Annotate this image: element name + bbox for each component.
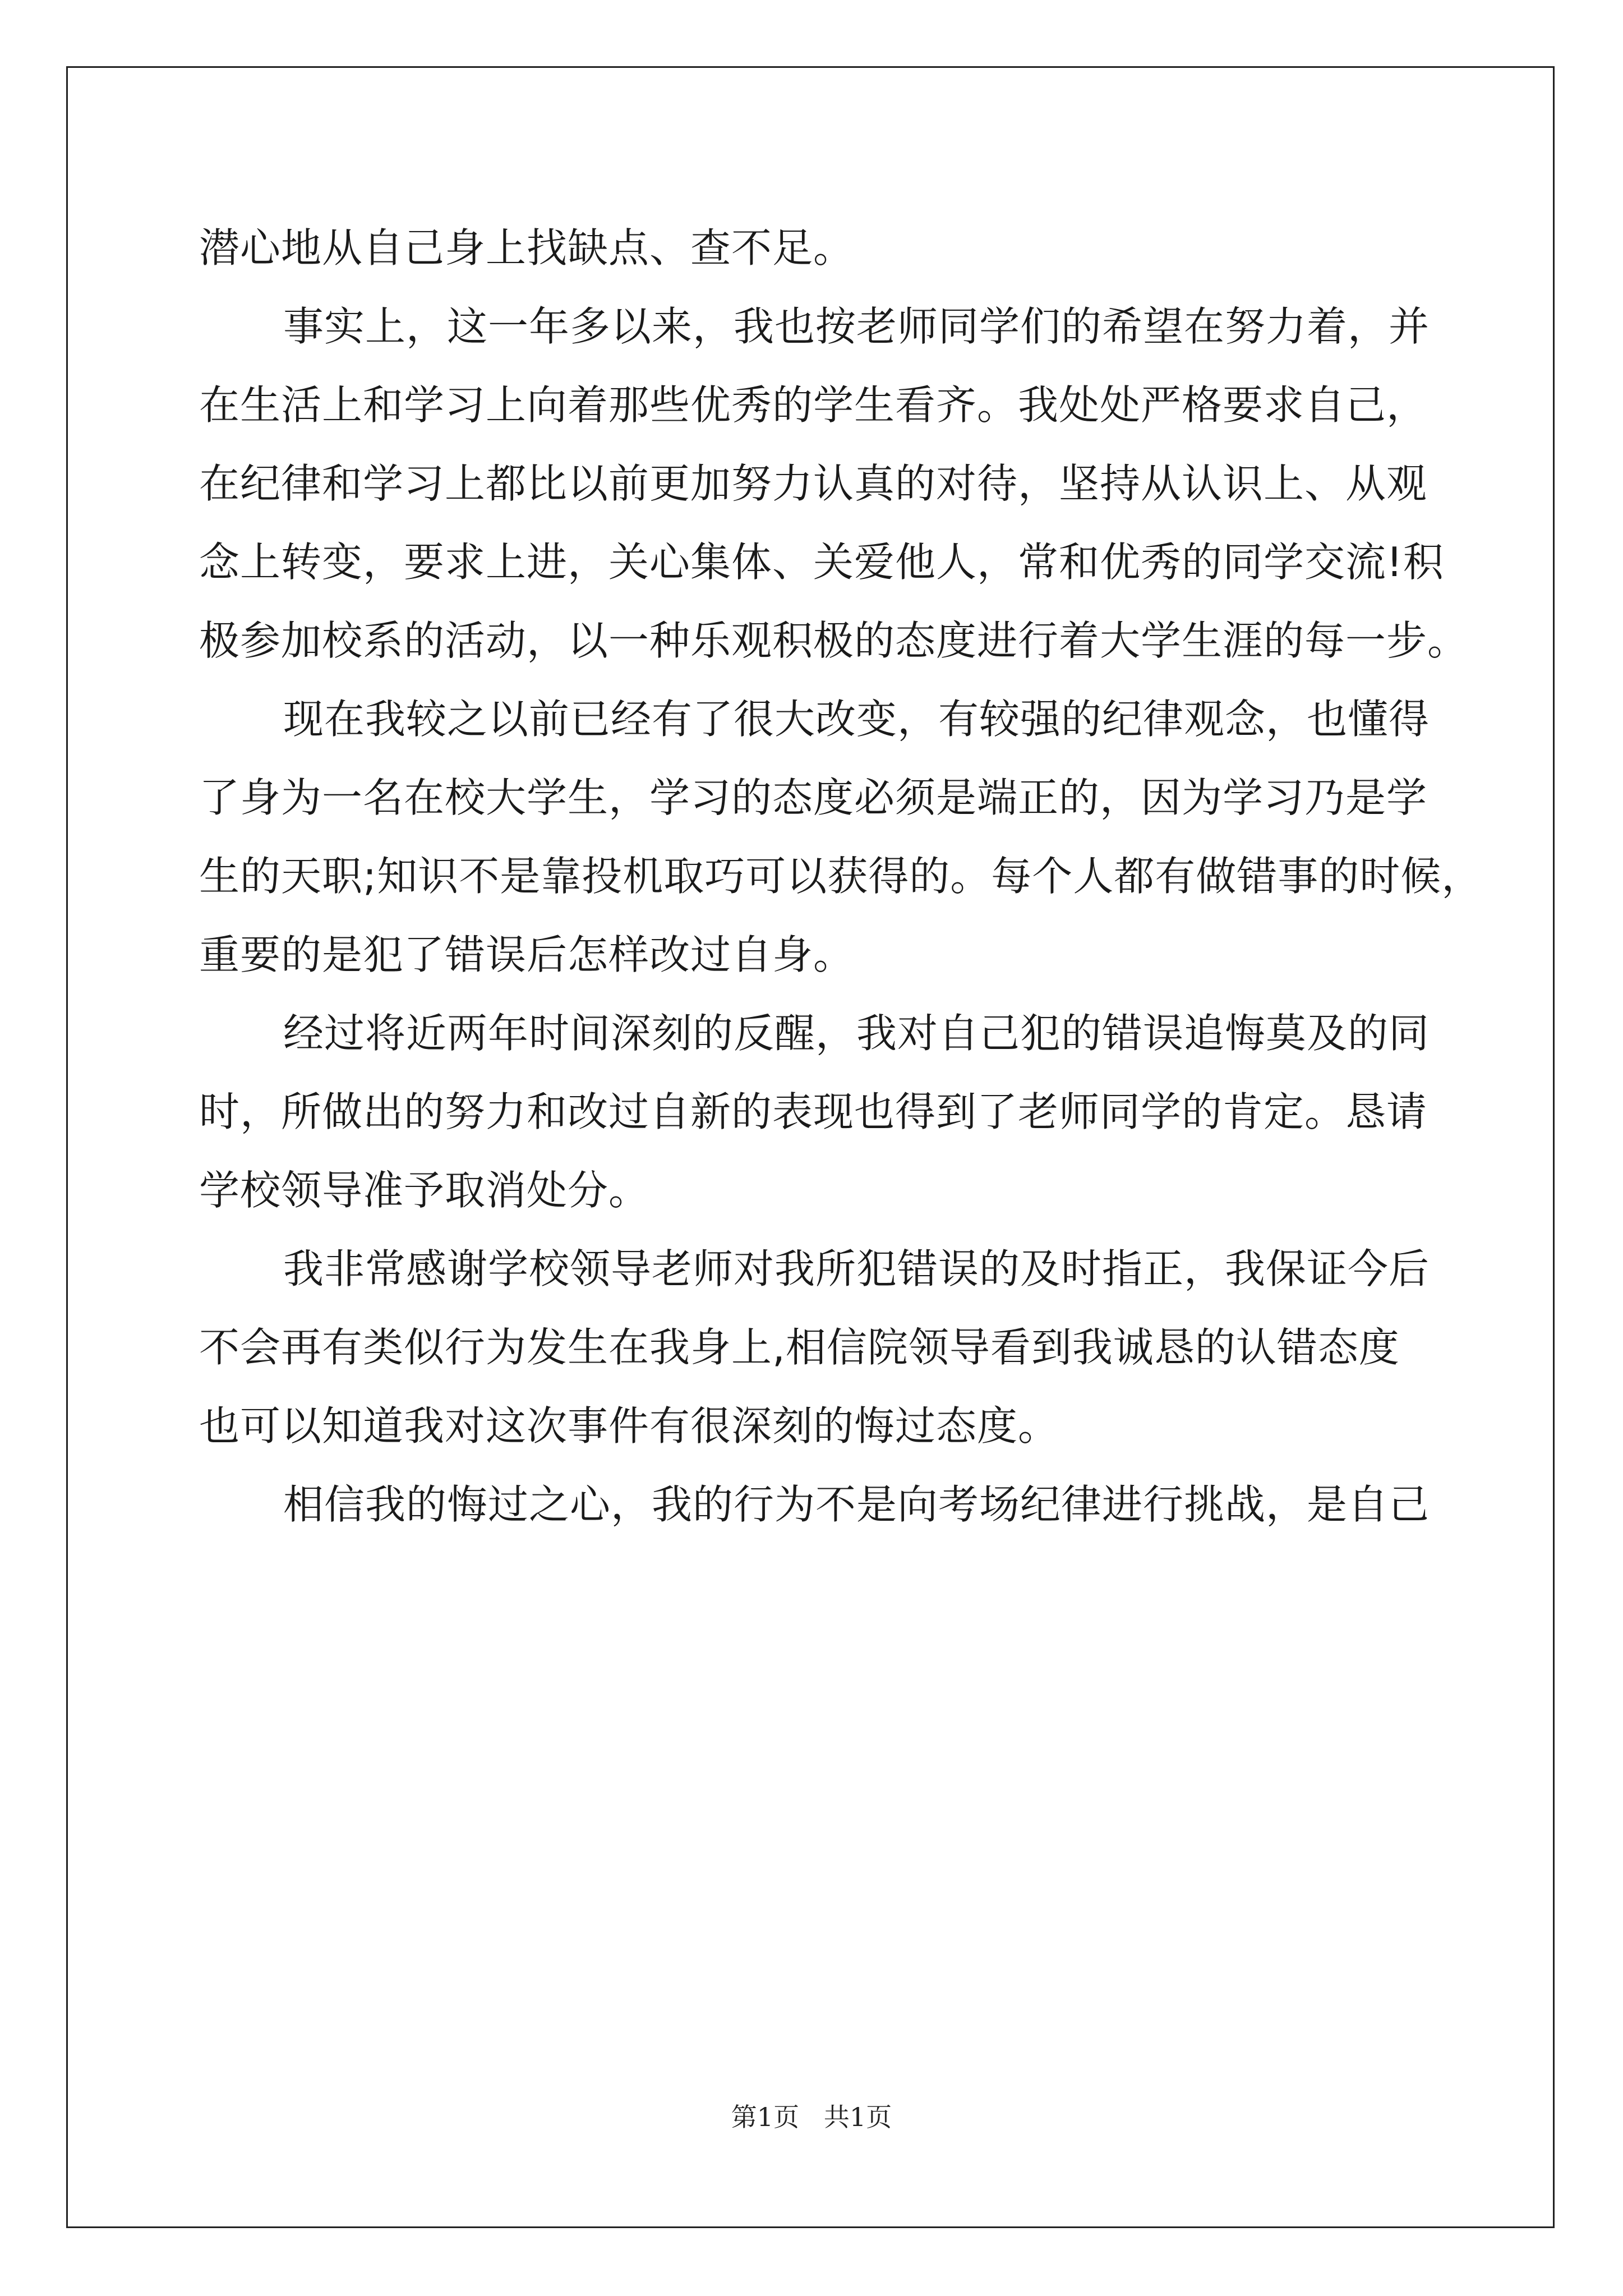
text-line: 念上转变，要求上进，关心集体、关爱他人，常和优秀的同学交流!积 (199, 539, 1444, 586)
text-line: 现在我较之以前已经有了很大改变，有较强的纪律观念，也懂得 (283, 696, 1430, 743)
text-line: 了身为一名在校大学生，学习的态度必须是端正的，因为学习乃是学 (199, 774, 1428, 821)
text-line: 在生活上和学习上向着那些优秀的学生看齐。我处处严格要求自己， (199, 381, 1428, 429)
text-line: 生的天职;知识不是靠投机取巧可以获得的。每个人都有做错事的时候， (199, 853, 1483, 900)
text-line: 学校领导准予取消处分。 (199, 1167, 650, 1214)
text-line: 也可以知道我对这次事件有很深刻的悔过态度。 (199, 1402, 1059, 1450)
text-line: 经过将近两年时间深刻的反醒，我对自己犯的错误追悔莫及的同 (283, 1010, 1430, 1057)
text-line: 潜心地从自己身上找缺点、查不足。 (199, 224, 855, 272)
text-line: 相信我的悔过之心，我的行为不是向考场纪律进行挑战，是自己 (283, 1481, 1430, 1528)
text-line: 我非常感谢学校领导老师对我所犯错误的及时指正，我保证今后 (283, 1245, 1430, 1292)
page-number-footer: 第1页 共1页 (731, 2102, 892, 2132)
text-line: 时，所做出的努力和改过自新的表现也得到了老师同学的肯定。恳请 (199, 1088, 1428, 1135)
text-line: 事实上，这一年多以来，我也按老师同学们的希望在努力着，并 (283, 303, 1430, 350)
text-line: 重要的是犯了错误后怎样改过自身。 (199, 931, 855, 978)
text-line: 不会再有类似行为发生在我身上,相信院领导看到我诚恳的认错态度 (199, 1324, 1400, 1371)
text-line: 极参加校系的活动，以一种乐观积极的态度进行着大学生涯的每一步。 (199, 617, 1469, 664)
text-line: 在纪律和学习上都比以前更加努力认真的对待，坚持从认识上、从观 (199, 460, 1428, 507)
